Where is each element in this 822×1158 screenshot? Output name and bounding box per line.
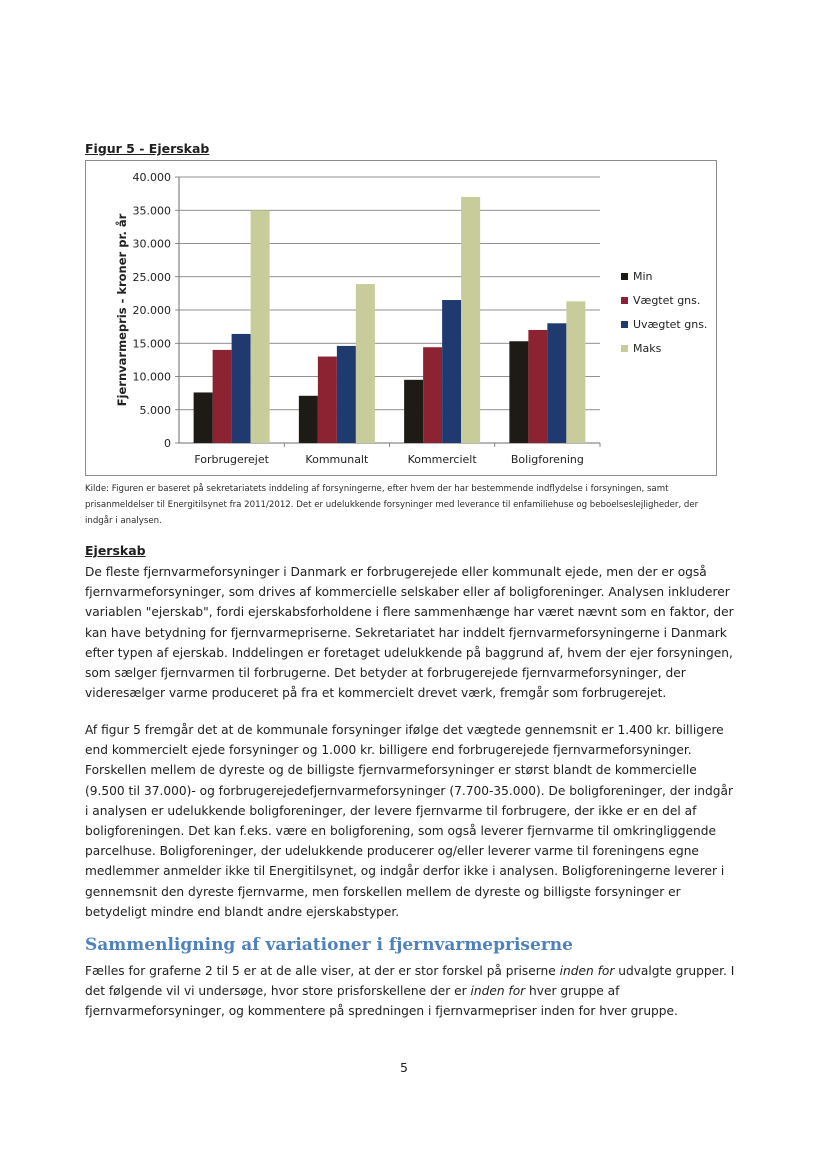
bar <box>356 284 375 443</box>
bar <box>299 396 318 443</box>
page-number: 5 <box>400 1060 408 1075</box>
y-tick-label: 25.000 <box>132 270 171 284</box>
bar <box>528 330 547 443</box>
figure-caption: Kilde: Figuren er baseret på sekretariatets inddeling af forsyningerne, efter hvem der har bestemmende indflydelse i forsyningen, samt prisanmeldelser til Energitilsynet fra 2011/2012. Det er udelukkende forsyninger med leverance til enfamiliehuse og beboelseslejligheder, der indgår i analysen. <box>85 484 699 526</box>
paragraph-3-emphasis-2: inden for <box>470 984 526 999</box>
y-tick-label: 40.000 <box>132 171 171 184</box>
y-tick-label: 0 <box>164 437 171 450</box>
y-tick-label: 10.000 <box>132 370 171 384</box>
paragraph-3 <box>85 961 735 1022</box>
paragraph-2: Af figur 5 fremgår det at de kommunale forsyninger ifølge det vægtede gennemsnit er 1.400 kr. billigere end kommercielt ejede forsyninger og 1.000 kr. billigere end forbrugerejede fjernvarmeforsyninger. Forskellen mellem de dyreste og de billigste fjernvarmeforsyninger er størst blandt de kommercielle (9.500 til 37.000)- og forbrugerejedefjernvarmeforsyninger (7.700-35.000). De boligforeninger, der indgår i analysen er udelukkende boligforeninger, der levere fjernvarme til forbrugere, der ikke er en del af boligforeningen. Det kan f.eks. være en boligforening, som også leverer fjernvarme til omkringliggende parcelhuse. Boligforeninger, der udelukkende producerer og/eller leverer varme til foreningens egne medlemmer anmelder ikke til Energitilsynet, og indgår derfor ikke i analysen. Boligforeningerne leverer i gennemsnit den dyreste fjernvarme, men forskellen mellem de dyreste og billigste forsyninger er betydeligt mindre end blandt andre ejerskabstyper. <box>85 723 733 919</box>
legend-label: Vægtet gns. <box>633 294 701 307</box>
bar <box>404 380 423 443</box>
bar <box>194 392 213 443</box>
y-tick-label: 5.000 <box>139 403 171 417</box>
paragraph-3-part-1: Fælles for graferne 2 til 5 er at de alle viser, at der er stor forskel på priserne <box>85 964 560 978</box>
y-tick-label: 20.000 <box>132 304 171 317</box>
bar-chart <box>86 161 718 477</box>
bar <box>213 350 232 443</box>
x-tick-label: Kommercielt <box>407 453 477 466</box>
section-heading-sammenligning: Sammenligning af variationer i fjernvarmepriserne <box>85 935 573 955</box>
y-tick-label: 30.000 <box>132 237 171 251</box>
y-tick-label: 35.000 <box>132 204 171 218</box>
legend-label: Maks <box>633 342 662 355</box>
paragraph-3-part-2: udvalgte grupper. I det følgende vil vi undersøge, hvor store prisforskellene der er <box>85 964 735 999</box>
bar <box>566 301 585 443</box>
x-tick-label: Forbrugerejet <box>194 453 269 466</box>
paragraph-3-part-3: hver gruppe af fjernvarmeforsyninger, og kommentere på spredningen i fjernvarmepriser inden for hver gruppe. <box>85 984 678 1019</box>
bar <box>232 334 251 443</box>
legend-label: Uvægtet gns. <box>633 318 708 331</box>
legend-label: Min <box>633 270 653 283</box>
paragraph-3-emphasis-1: inden for <box>559 964 615 978</box>
x-tick-label: Kommunalt <box>305 453 369 466</box>
bar <box>337 346 356 443</box>
bar <box>423 347 442 443</box>
y-tick-label: 15.000 <box>132 337 171 351</box>
bar <box>461 197 480 443</box>
y-axis-label: Fjernvarmepris - kroner pr. år <box>115 213 129 407</box>
chart-container <box>85 160 717 476</box>
bar <box>318 357 337 443</box>
paragraph-1: De fleste fjernvarmeforsyninger i Danmark er forbrugerejede eller kommunalt ejede, men der er også fjernvarmeforsyninger, som drives af kommercielle selskaber eller af boligforeninger. Analysen inkluderer variablen "ejerskab", fordi ejerskabsforholdene i flere sammenhænge har været nævnt som en faktor, der kan have betydning for fjernvarmepriserne. Sekretariatet har inddelt fjernvarmeforsyningerne i Danmark efter typen af ejerskab. Inddelingen er foretaget udelukkende på baggrund af, hvem der ejer forsyningen, som sælger fjernvarmen til forbrugerne. Det betyder at forbrugerejede fjernvarmeforsyninger, der videresælger varme produceret på fra et kommercielt drevet værk, fremgår som forbrugerejet. <box>85 565 734 701</box>
legend-swatch <box>621 321 628 328</box>
bar <box>251 210 270 443</box>
section-heading-ejerskab: Ejerskab <box>85 543 146 558</box>
bar <box>509 341 528 443</box>
legend-swatch <box>621 297 628 304</box>
bar <box>547 323 566 443</box>
x-tick-label: Boligforening <box>510 453 584 466</box>
legend-swatch <box>621 273 628 280</box>
legend-swatch <box>621 345 628 352</box>
figure-title: Figur 5 - Ejerskab <box>85 141 210 156</box>
bar <box>442 300 461 443</box>
